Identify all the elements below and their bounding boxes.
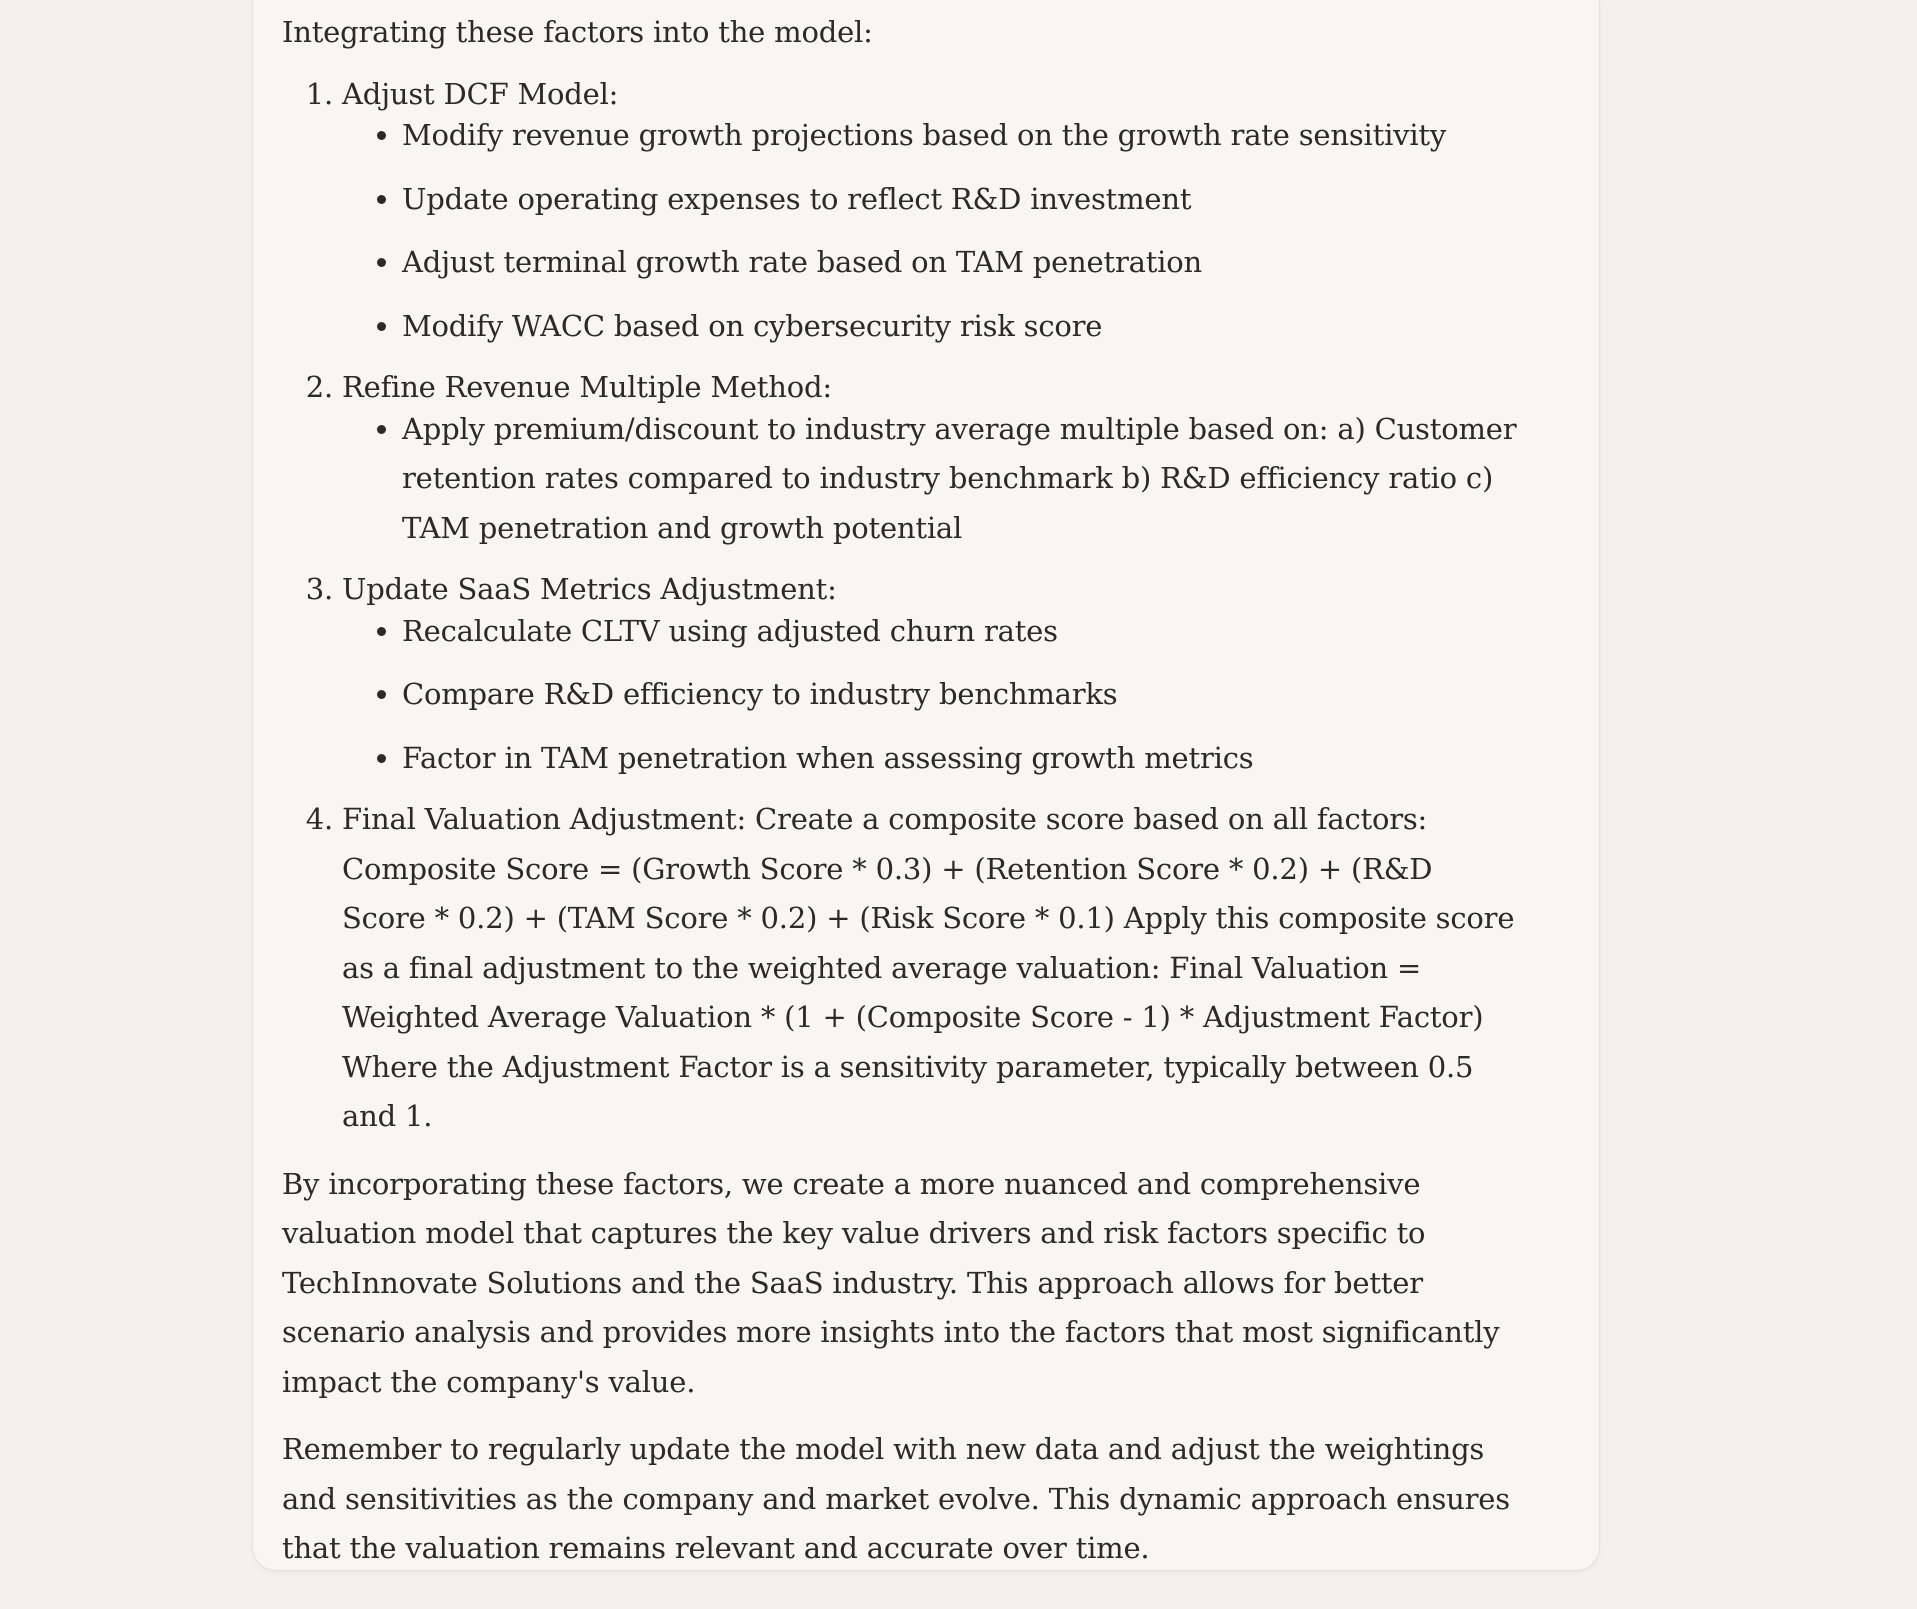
bullet-item: • Adjust terminal growth rate based on TAM penetration xyxy=(402,238,1522,288)
step-bullets xyxy=(342,111,1522,351)
step-title: Refine Revenue Multiple Method: xyxy=(342,370,832,404)
step-item xyxy=(342,565,1522,783)
step-bullets xyxy=(342,405,1522,554)
step-item xyxy=(342,363,1522,553)
bullet-item: • Modify revenue growth projections based on the growth rate sensitivity xyxy=(402,111,1522,161)
bullet-item: • Compare R&D efficiency to industry benchmarks xyxy=(402,670,1522,720)
bullet-item: • Modify WACC based on cybersecurity risk score xyxy=(402,302,1522,352)
message-content xyxy=(282,0,1522,1574)
step-title: Final Valuation Adjustment: Create a composite score based on all factors: Composite Score = (Growth Score * 0.3) + (Retention Score * 0.2) + (R&D Score * 0.2) + (TAM Score * 0.2) + (Risk Score * 0.1) Apply this composite score as a final adjustment to the weighted average valuation: Final Valuation = Weighted Average Valuation * (1 + (Composite Score - 1) * Adjustment Factor) Where the Adjustment Factor is a sensitivity parameter, typically between 0.5 and 1. xyxy=(342,802,1515,1133)
conclusion-paragraph: By incorporating these factors, we create a more nuanced and comprehensive valuation model that captures the key value drivers and risk factors specific to TechInnovate Solutions and the SaaS industry. This approach allows for better scenario analysis and provides more insights into the factors that most significantly impact the company's value. xyxy=(282,1166,1500,1399)
steps-list xyxy=(282,70,1522,1142)
step-title: Update SaaS Metrics Adjustment: xyxy=(342,572,837,606)
bullet-item: • Update operating expenses to reflect R&D investment xyxy=(402,175,1522,225)
step-item xyxy=(342,70,1522,352)
bullet-item: • Apply premium/discount to industry average multiple based on: a) Customer retention rates compared to industry benchmark b) R&D efficiency ratio c) TAM penetration and growth potential xyxy=(402,405,1522,554)
bullet-item: • Recalculate CLTV using adjusted churn rates xyxy=(402,607,1522,657)
step-item xyxy=(342,795,1522,1142)
intro-text: Integrating these factors into the model: xyxy=(282,15,873,49)
bullet-item: • Factor in TAM penetration when assessing growth metrics xyxy=(402,734,1522,784)
step-bullets xyxy=(342,607,1522,784)
step-title: Adjust DCF Model: xyxy=(342,76,619,111)
reminder-paragraph: Remember to regularly update the model with new data and adjust the weightings and sensitivities as the company and market evolve. This dynamic approach ensures that the valuation remains relevant and accurate over time. xyxy=(282,1432,1510,1565)
